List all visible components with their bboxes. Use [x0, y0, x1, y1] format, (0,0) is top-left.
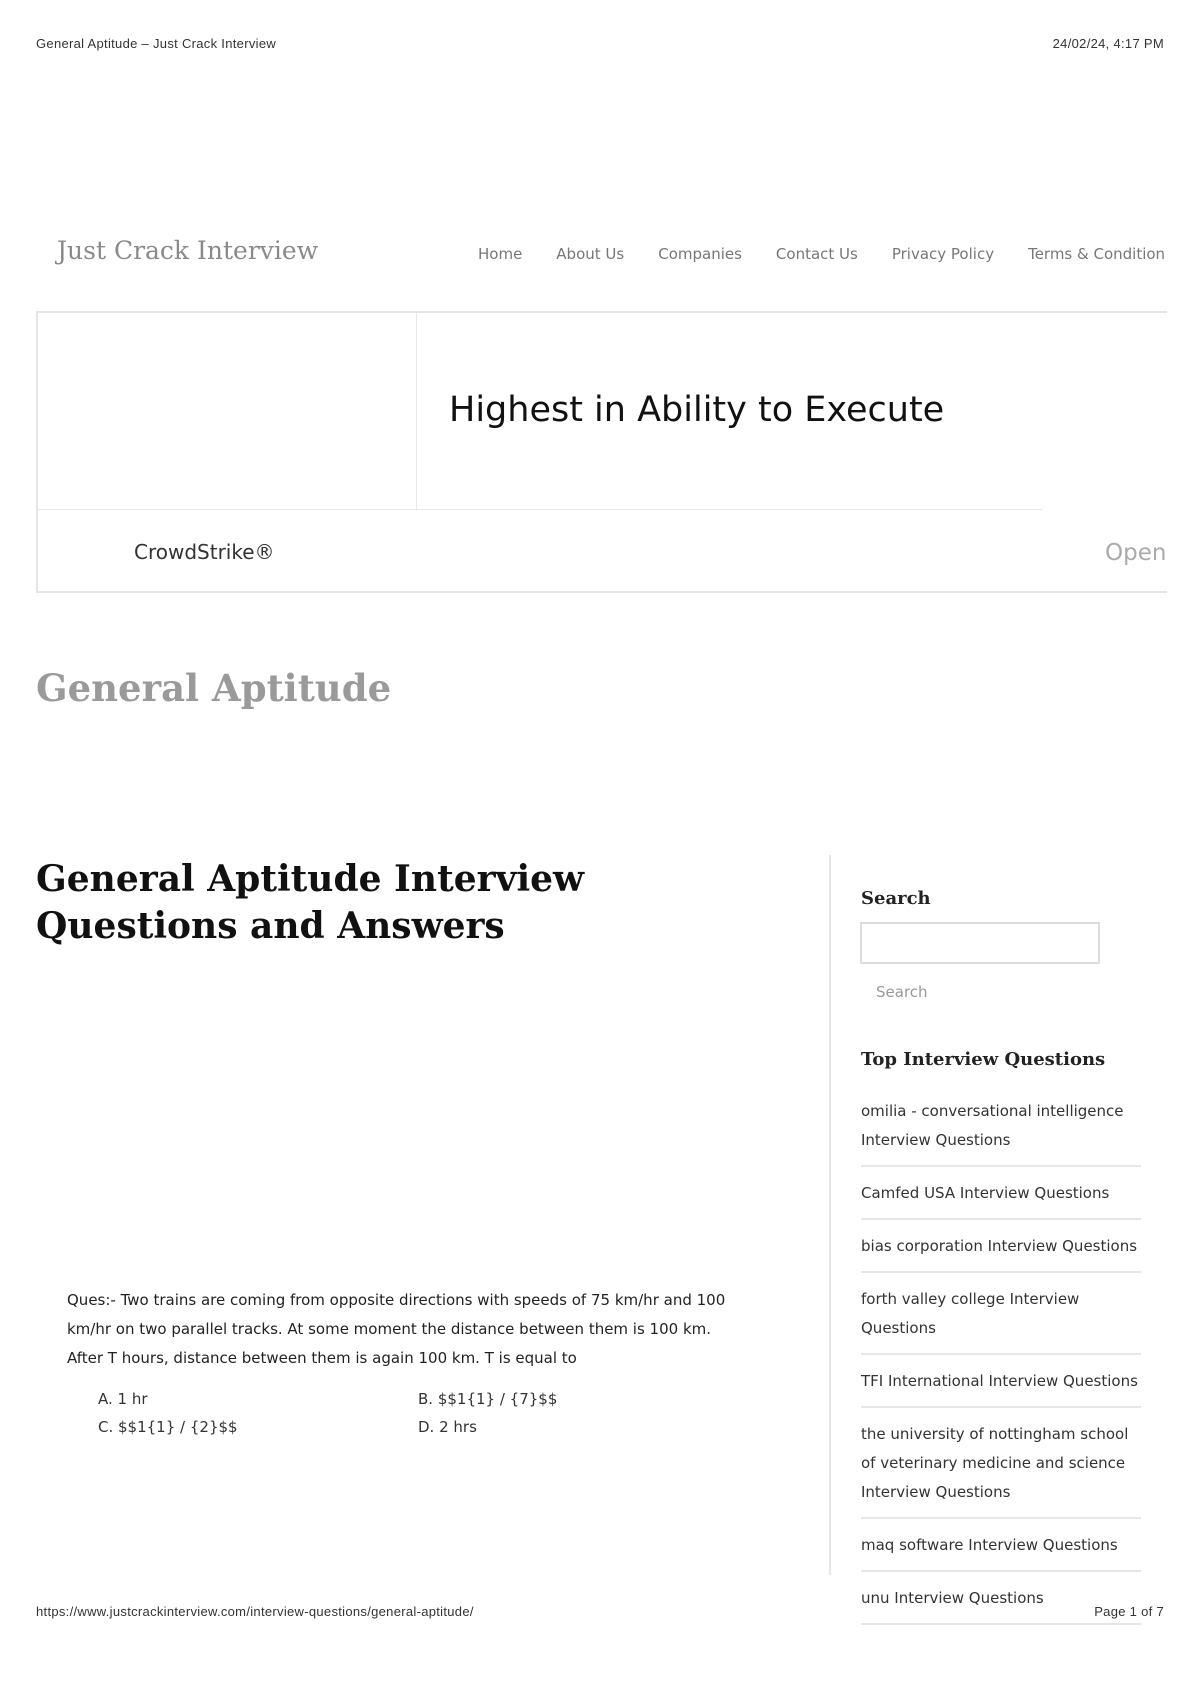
search-input[interactable]: [860, 922, 1100, 964]
print-header-datetime: 24/02/24, 4:17 PM: [1052, 36, 1164, 51]
ad-divider: [38, 509, 1043, 510]
site-logo[interactable]: Just Crack Interview: [57, 236, 319, 265]
nav-companies[interactable]: Companies: [658, 245, 742, 263]
top-questions-heading: Top Interview Questions: [861, 1049, 1106, 1070]
ad-brand[interactable]: CrowdStrike®: [134, 540, 275, 564]
top-question-link[interactable]: bias corporation Interview Questions: [861, 1226, 1141, 1273]
nav-about-us[interactable]: About Us: [556, 245, 625, 263]
nav-home[interactable]: Home: [478, 245, 523, 263]
top-question-link[interactable]: Camfed USA Interview Questions: [861, 1173, 1141, 1220]
top-questions-list: [861, 1091, 1141, 1631]
question-text: Ques:- Two trains are coming from opposite directions with speeds of 75 km/hr and 100 km/hr on two parallel tracks. At some moment the distance between them is 100 km. After T hours, distance between them is again 100 km. T is equal to: [67, 1291, 726, 1367]
sidebar-divider: [829, 855, 831, 1575]
option-c[interactable]: C. $$1{1} / {2}$$: [98, 1418, 238, 1436]
top-question-link[interactable]: forth valley college Interview Questions: [861, 1279, 1141, 1355]
option-a[interactable]: A. 1 hr: [98, 1390, 148, 1408]
top-question-link[interactable]: unu Interview Questions: [861, 1578, 1141, 1625]
article-title: General Aptitude Interview Questions and Answers: [36, 858, 585, 947]
ad-open-button[interactable]: Open: [1105, 540, 1167, 566]
option-d[interactable]: D. 2 hrs: [418, 1418, 477, 1436]
top-question-link[interactable]: TFI International Interview Questions: [861, 1361, 1141, 1408]
top-question-link[interactable]: maq software Interview Questions: [861, 1525, 1141, 1572]
search-button[interactable]: Search: [876, 983, 928, 1001]
search-heading: Search: [861, 888, 931, 909]
top-question-link[interactable]: omilia - conversational intelligence Interview Questions: [861, 1091, 1141, 1167]
print-header-title: General Aptitude – Just Crack Interview: [36, 36, 277, 51]
print-footer-page: Page 1 of 7: [1094, 1604, 1164, 1619]
nav-terms-condition[interactable]: Terms & Condition: [1028, 245, 1166, 263]
nav-contact-us[interactable]: Contact Us: [775, 245, 858, 263]
top-question-link[interactable]: the university of nottingham school of veterinary medicine and science Interview Questions: [861, 1414, 1141, 1519]
nav-privacy-policy[interactable]: Privacy Policy: [891, 245, 995, 263]
ad-divider: [416, 313, 417, 509]
print-footer-url: https://www.justcrackinterview.com/interview-questions/general-aptitude/: [36, 1604, 474, 1619]
main-nav: [478, 245, 1165, 263]
option-b[interactable]: B. $$1{1} / {7}$$: [418, 1390, 558, 1408]
page-title: General Aptitude: [36, 666, 392, 710]
ad-headline[interactable]: Highest in Ability to Execute: [449, 390, 945, 430]
